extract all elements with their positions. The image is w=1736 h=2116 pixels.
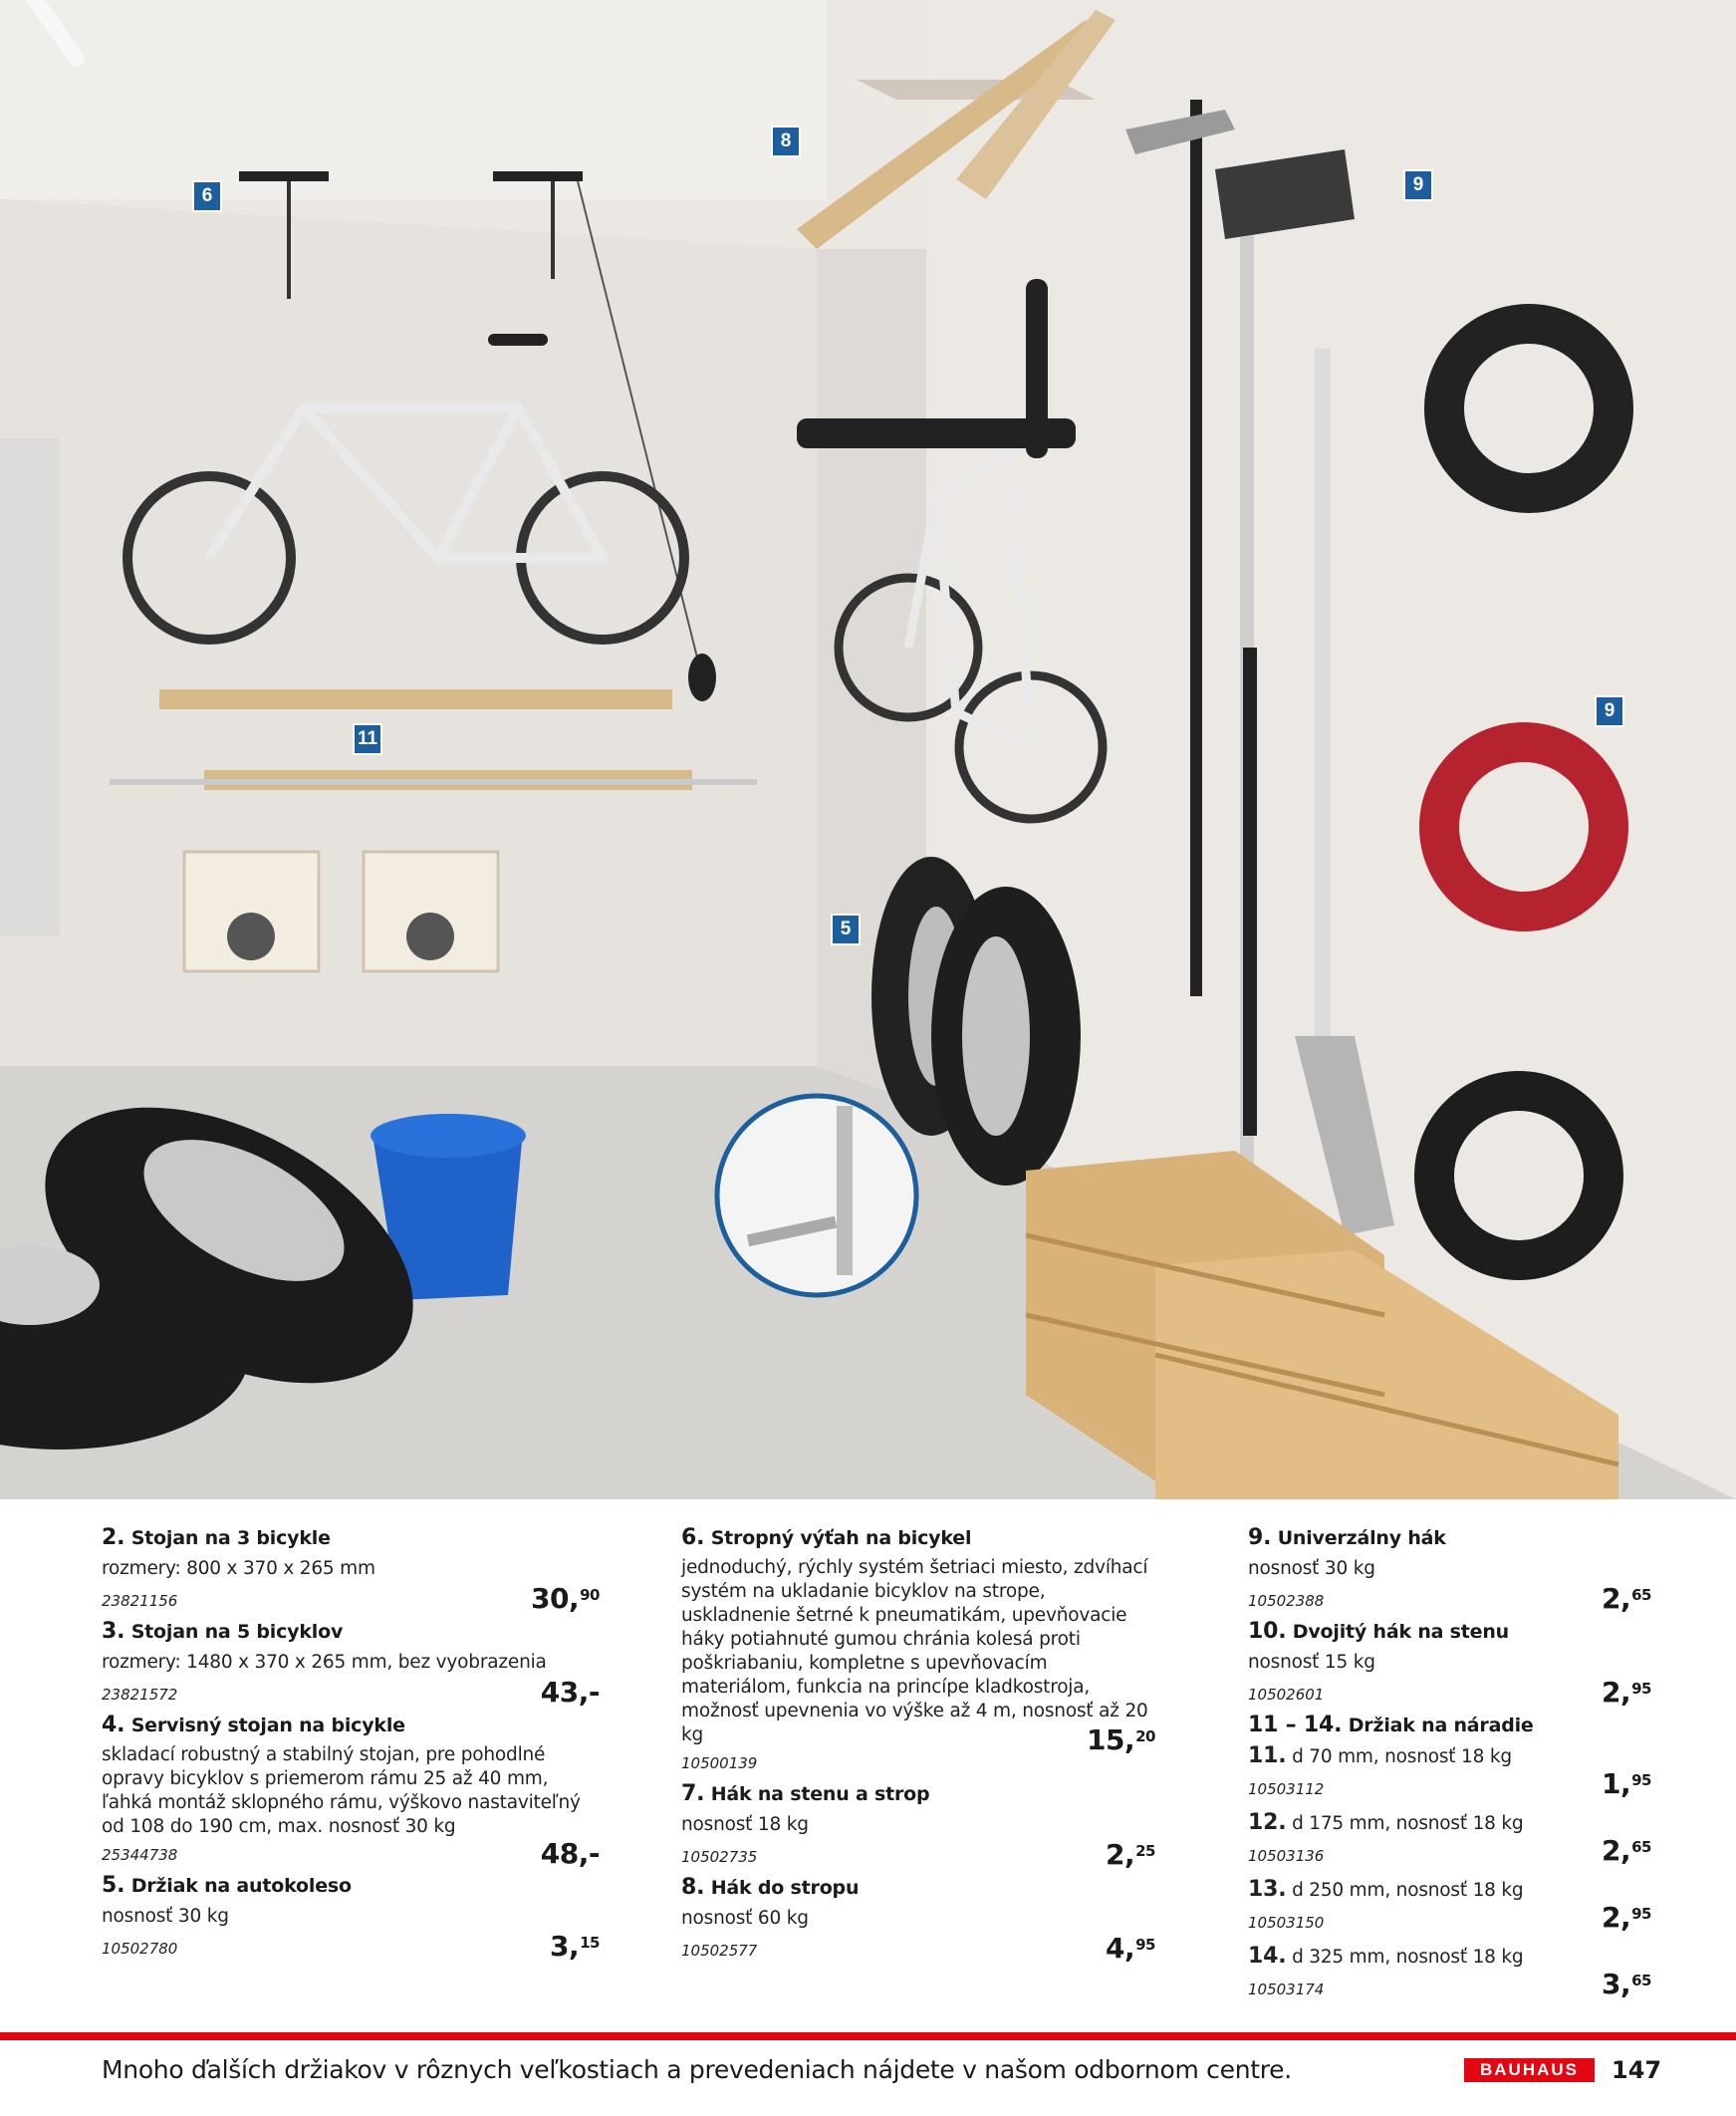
- callout-badge-9-top: 9: [1403, 169, 1433, 201]
- product-title: 4. Servisný stojan na bicykle: [102, 1713, 405, 1737]
- product-11: [1248, 1739, 1651, 1806]
- product-title: 6. Stropný výťah na bicykel: [681, 1525, 972, 1550]
- product-desc: 14. d 325 mm, nosnosť 18 kg: [1248, 1944, 1524, 1969]
- product-6: [681, 1524, 1155, 1780]
- callout-badge-5: 5: [831, 914, 861, 945]
- product-3: [102, 1618, 600, 1712]
- product-desc: 12. d 175 mm, nosnosť 18 kg: [1248, 1810, 1524, 1835]
- footer-divider: [0, 2032, 1736, 2040]
- product-code: 10503174: [1248, 1981, 1325, 1998]
- product-price: 15,20: [1087, 1723, 1155, 1756]
- product-code: 10503150: [1248, 1914, 1325, 1932]
- product-price: 2,25: [1106, 1838, 1155, 1871]
- product-desc: 13. d 250 mm, nosnosť 18 kg: [1248, 1877, 1524, 1902]
- product-column-2: [681, 1524, 1155, 1968]
- callout-badge-8: 8: [771, 126, 801, 157]
- product-code: 10503112: [1248, 1780, 1325, 1798]
- product-code: 10502601: [1248, 1686, 1325, 1704]
- product-desc: rozmery: 800 x 370 x 265 mm: [102, 1558, 375, 1579]
- product-code: 23821572: [102, 1686, 178, 1704]
- product-price: 2,95: [1602, 1676, 1651, 1709]
- product-desc: nosnosť 30 kg: [102, 1906, 229, 1927]
- product-code: 25344738: [102, 1846, 178, 1864]
- product-price: 4,95: [1106, 1932, 1155, 1965]
- product-price: 1,95: [1602, 1767, 1651, 1800]
- product-code: 10502780: [102, 1940, 178, 1958]
- product-title: 2. Stojan na 3 bicykle: [102, 1525, 331, 1550]
- product-4: [102, 1712, 600, 1872]
- product-title: 7. Hák na stenu a strop: [681, 1781, 930, 1806]
- product-desc: nosnosť 30 kg: [1248, 1558, 1375, 1579]
- callout-badge-6: 6: [192, 180, 222, 212]
- product-price: 2,65: [1602, 1834, 1651, 1867]
- product-title: 8. Hák do stropu: [681, 1875, 860, 1900]
- product-column-1: [102, 1524, 600, 1966]
- product-8: [681, 1874, 1155, 1968]
- product-5: [102, 1872, 600, 1966]
- product-7: [681, 1780, 1155, 1874]
- product-price: 48,-: [540, 1837, 600, 1870]
- product-10: [1248, 1618, 1651, 1712]
- product-desc: skladací robustný a stabilný stojan, pre pohodlné opravy bicyklov s priemerom rámu 25 až 40 mm, ľahká montáž sklopného rámu, výškovo nastaviteľný od 108 do 190 cm, max. nosnosť 30 kg: [102, 1744, 581, 1837]
- product-desc: rozmery: 1480 x 370 x 265 mm, bez vyobrazenia: [102, 1652, 547, 1673]
- bauhaus-logo: BAUHAUS: [1464, 2058, 1595, 2082]
- product-code: 23821156: [102, 1592, 178, 1610]
- product-desc: nosnosť 60 kg: [681, 1908, 809, 1929]
- page-number: 147: [1612, 2056, 1662, 2084]
- product-price: 30,90: [531, 1582, 600, 1615]
- product-title: 11 – 14. Držiak na náradie: [1248, 1713, 1534, 1737]
- product-code: 10503136: [1248, 1847, 1325, 1865]
- product-title: 10. Dvojitý hák na stenu: [1248, 1619, 1510, 1644]
- product-desc: nosnosť 18 kg: [681, 1814, 809, 1835]
- product-14: [1248, 1940, 1651, 2006]
- product-title: 9. Univerzálny hák: [1248, 1525, 1446, 1550]
- product-code: 10500139: [681, 1754, 758, 1772]
- callout-badge-11: 11: [353, 723, 382, 755]
- product-12: [1248, 1806, 1651, 1873]
- product-price: 2,95: [1602, 1901, 1651, 1934]
- product-price: 2,65: [1602, 1582, 1651, 1615]
- product-column-3: [1248, 1524, 1651, 2006]
- product-11-14-group: [1248, 1712, 1651, 1739]
- product-2: [102, 1524, 600, 1618]
- product-price: 3,15: [550, 1930, 600, 1963]
- product-price: 43,-: [540, 1676, 600, 1709]
- product-code: 10502577: [681, 1942, 758, 1960]
- product-code: 10502388: [1248, 1592, 1325, 1610]
- product-9: [1248, 1524, 1651, 1618]
- product-13: [1248, 1873, 1651, 1940]
- product-price: 3,65: [1602, 1968, 1651, 2000]
- product-desc: 11. d 70 mm, nosnosť 18 kg: [1248, 1743, 1512, 1768]
- product-title: 3. Stojan na 5 bicyklov: [102, 1619, 344, 1644]
- product-desc: jednoduchý, rýchly systém šetriaci miesto, zdvíhací systém na ukladanie bicyklov na strope, uskladnenie šetrné k pneumatikám, upevňovacie háky potiahnuté gumou chránia kolesá proti poškriabaniu, kompletne s upevňovacím materiálom, funkcia na princípe kladkostroja, možnosť upevnenia vo výške až 4 m, nosnosť až 20 kg: [681, 1557, 1148, 1745]
- product-code: 10502735: [681, 1848, 758, 1866]
- callout-badge-9-mid: 9: [1595, 695, 1624, 727]
- footer-note: Mnoho ďalších držiakov v rôznych veľkostiach a prevedeniach nájdete v našom odbornom centre.: [102, 2055, 1292, 2084]
- product-title: 5. Držiak na autokoleso: [102, 1873, 352, 1898]
- product-desc: nosnosť 15 kg: [1248, 1652, 1375, 1673]
